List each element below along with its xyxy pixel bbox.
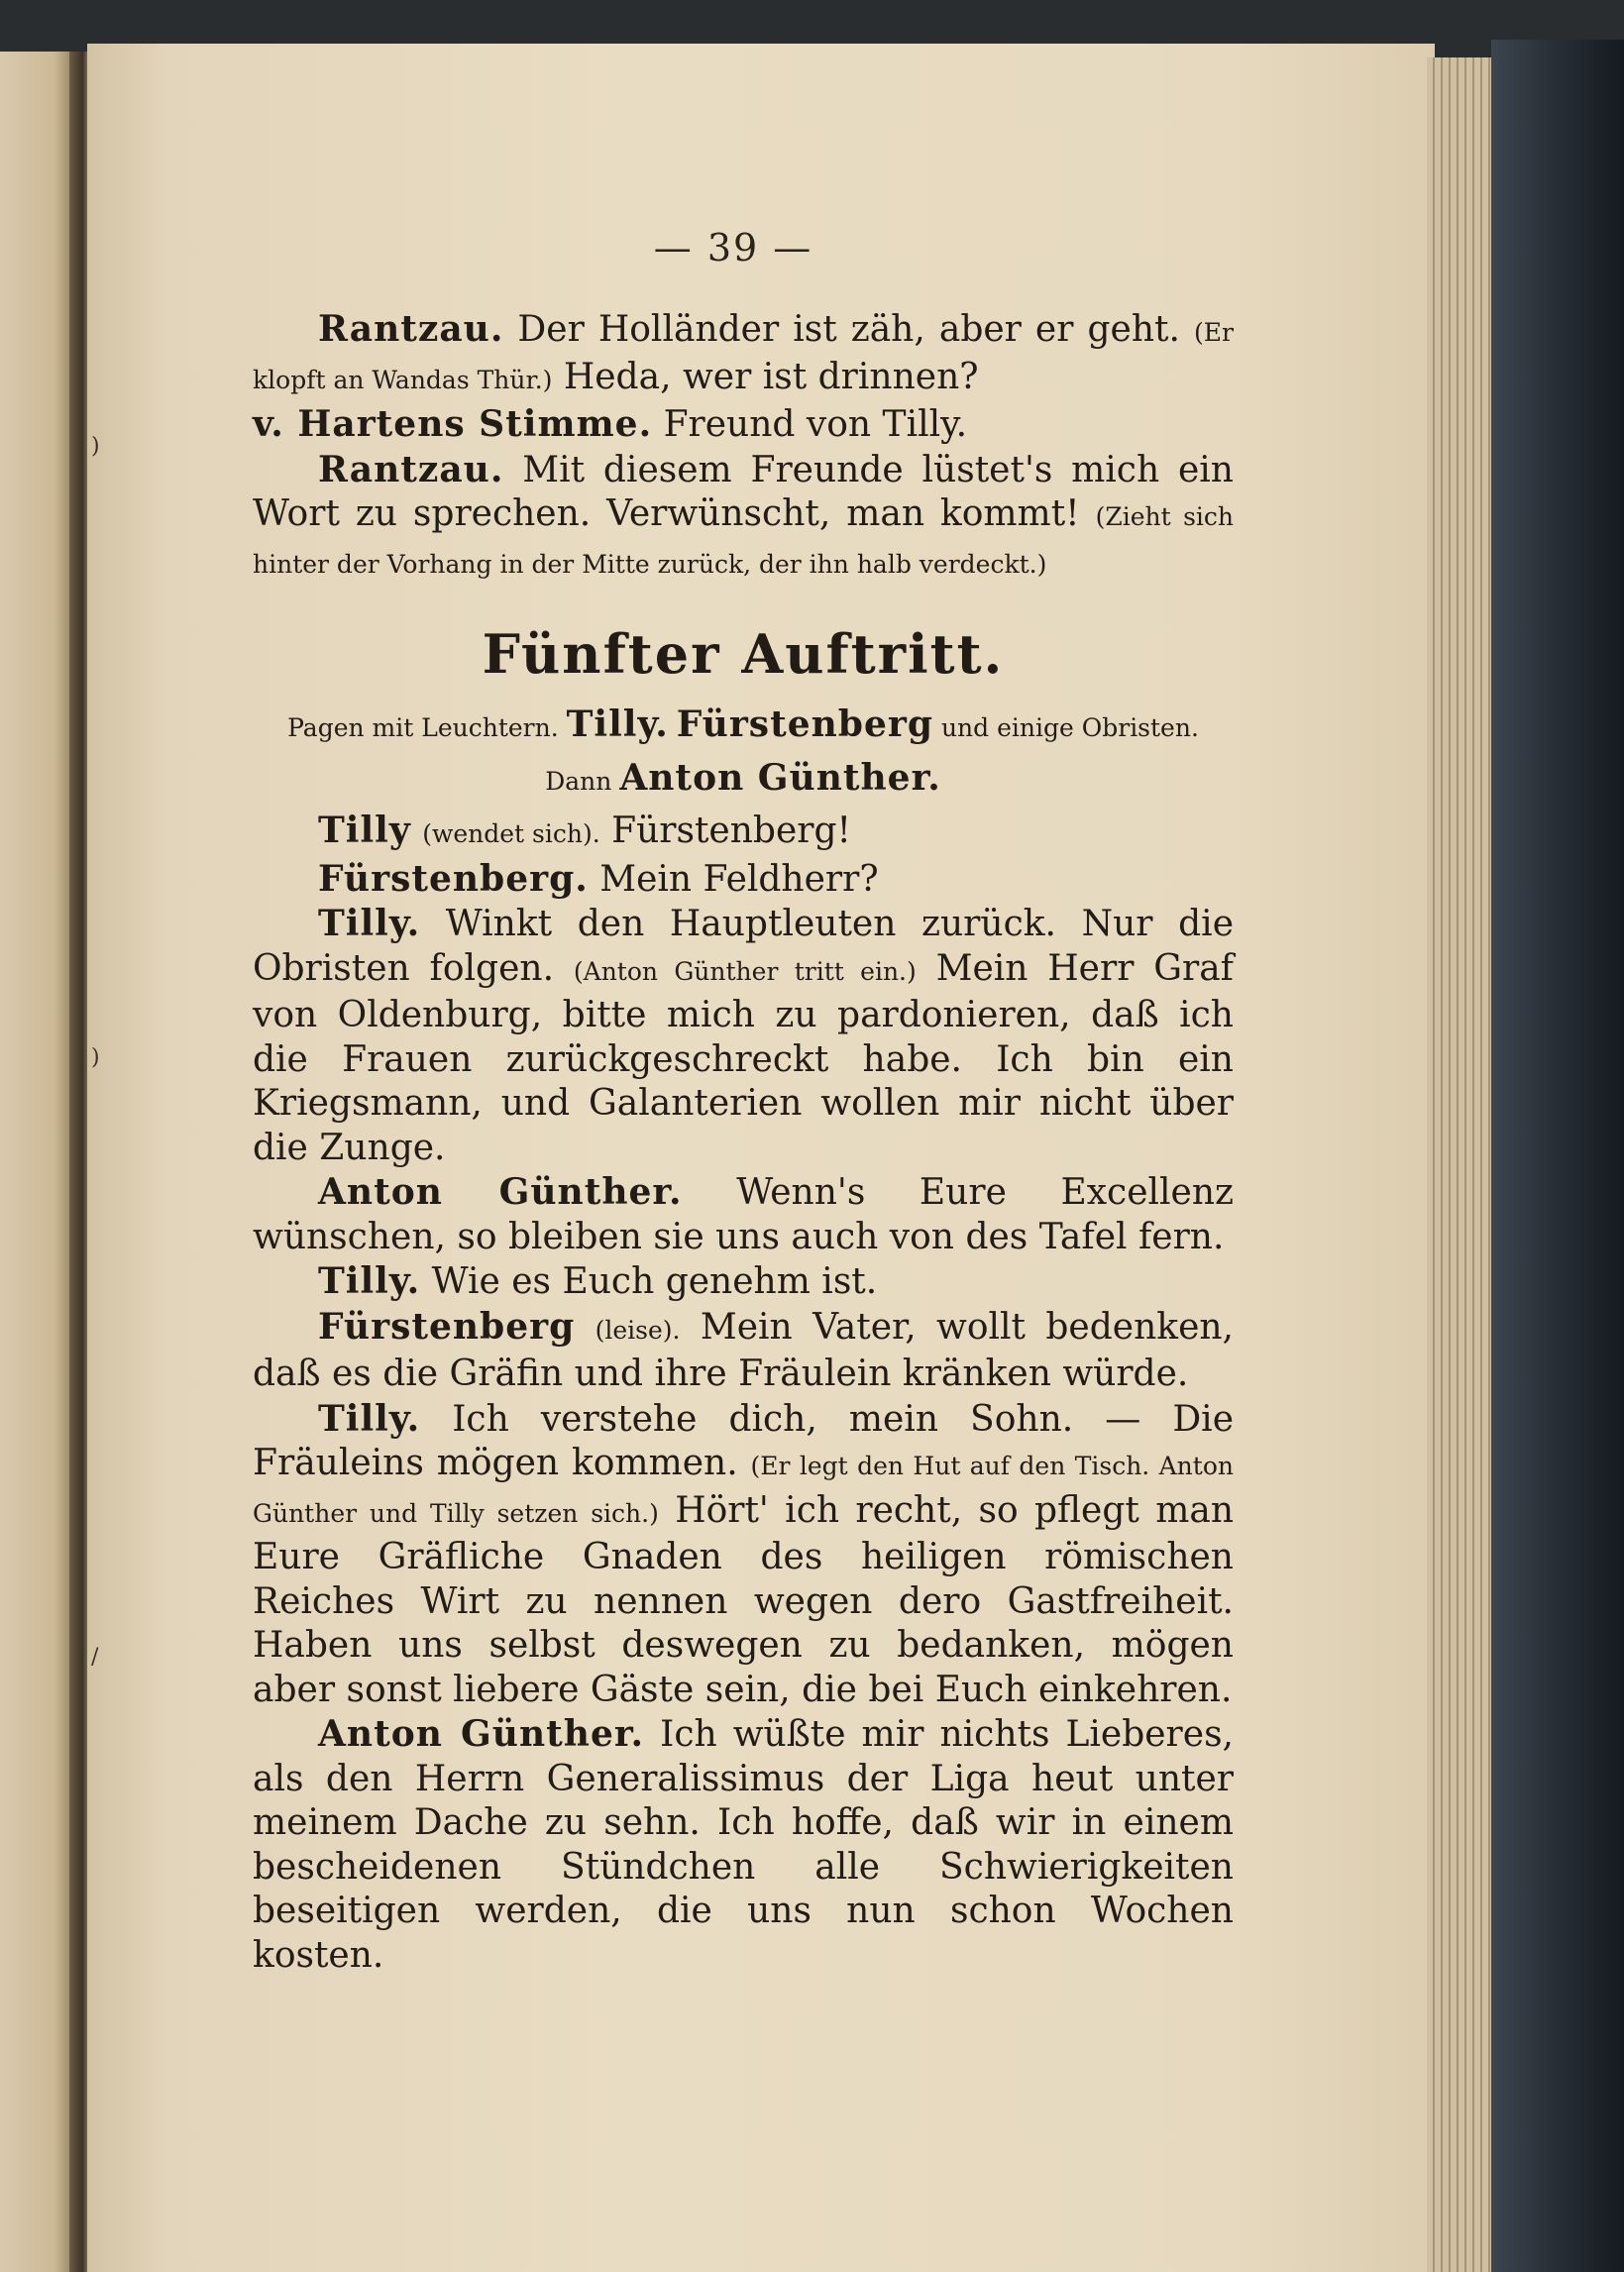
dialogue-text: Hört' ich recht, so pflegt man Eure Gräfliche Gnaden des heiligen römischen Reiches Wirt zu nennen wegen dero Gastfreiheit. Haben uns selbst deswegen zu bedanken, mögen aber sonst liebere Gäste sein, die bei Euch einkehren. [253, 1489, 1234, 1710]
speaker-name: Rantzau. [318, 308, 504, 350]
dialogue-text: Freund von Tilly. [663, 404, 968, 445]
book-cover-edge [1491, 40, 1624, 2272]
paragraph [253, 307, 1234, 402]
dialogue-text: Ich verstehe dich, mein Sohn. — Die Fräuleins mögen kommen. [253, 1398, 1234, 1483]
stage-direction: (Zieht sich hinter der Vorhang in der Mitte zurück, der ihn halb verdeckt.) [253, 502, 1235, 579]
paragraph [253, 902, 1234, 1170]
dialogue-text: Der Holländer ist zäh, aber er geht. [517, 309, 1180, 350]
paragraph [253, 448, 1234, 588]
cast-name: Fürstenberg [676, 703, 933, 745]
cast-list-line [253, 702, 1234, 751]
speaker-name: Tilly [318, 810, 411, 851]
stage-direction: (Er klopft an Wandas Thür.) [253, 318, 1234, 394]
dialogue-text: Mit diesem Freunde lüstet's mich ein Wort zu sprechen. Verwünscht, man kommt! [253, 449, 1234, 534]
speaker-name: Fürstenberg. [318, 857, 589, 900]
stage-direction: (Anton Günther tritt ein.) [573, 956, 917, 986]
cast-text: Dann [545, 767, 612, 796]
margin-mark: ) [91, 434, 100, 459]
dialogue-text: Mein Vater, wollt bedenken, daß es die Gräfin und ihre Fräulein kränken würde. [253, 1306, 1235, 1394]
paragraph [253, 1305, 1234, 1397]
speaker-name: v. Hartens Stimme. [253, 403, 653, 445]
margin-mark: / [91, 1645, 99, 1670]
speaker-name: Tilly. [318, 1260, 421, 1302]
dialogue-text: Ich wüßte mir nichts Lieberes, als den Herrn Generalissimus der Liga heut unter meinem Dache zu sehn. Ich hoffe, daß wir in einem bescheidenen Stündchen alle Schwierigkeiten beseitigen werden, die uns nun schon Wochen kosten. [253, 1714, 1234, 1976]
dialogue-text: Wie es Euch genehm ist. [431, 1261, 878, 1302]
speaker-name: Rantzau. [318, 448, 504, 490]
stage-direction: (Er legt den Hut auf den Tisch. Anton Günther und Tilly setzen sich.) [253, 1452, 1234, 1528]
dialogue-text: Fürstenberg! [611, 811, 851, 851]
cast-text: Pagen mit Leuchtern. [287, 713, 559, 742]
stage-direction: (leise). [595, 1315, 681, 1345]
cast-name: Anton Günther. [619, 757, 941, 799]
cast-list-line [253, 755, 1234, 805]
paragraph [253, 1259, 1234, 1305]
text-block [253, 307, 1234, 1978]
dialogue-text: Heda, wer ist drinnen? [563, 356, 979, 397]
dialogue-text: Winkt den Hauptleuten zurück. Nur die Obristen folgen. [253, 904, 1234, 989]
dialogue-text: Wenn's Eure Excellenz wünschen, so bleiben sie uns auch von des Tafel fern. [253, 1172, 1234, 1257]
cast-text: und einige Obristen. [940, 713, 1199, 742]
stage-direction: (wendet sich). [422, 819, 600, 848]
speaker-name: Anton Günther. [318, 1171, 683, 1213]
paragraph [253, 1712, 1234, 1978]
speaker-name: Fürstenberg [318, 1305, 576, 1348]
page-number: — 39 — [653, 226, 813, 270]
speaker-name: Tilly. [318, 903, 421, 944]
scene-heading: Fünfter Auftritt. [482, 622, 1005, 686]
page-stack-edges [1427, 57, 1496, 2272]
paragraph [253, 809, 1234, 857]
paragraph [253, 402, 1234, 448]
dialogue-text: Mein Herr Graf von Oldenburg, bitte mich zu pardonieren, daß ich die Frauen zurückgeschreckt habe. Ich bin ein Kriegsmann, und Galanterien wollen mir nicht über die Zunge. [253, 947, 1234, 1168]
dialogue-text: Mein Feldherr? [599, 858, 879, 900]
speaker-name: Tilly. [318, 1397, 421, 1440]
paragraph [253, 1170, 1234, 1259]
margin-mark: ) [91, 1045, 100, 1070]
cast-name: Tilly. [566, 703, 669, 745]
paragraph [253, 857, 1234, 903]
paragraph [253, 1397, 1234, 1713]
speaker-name: Anton Günther. [318, 1713, 645, 1755]
left-page-edge [0, 52, 77, 2272]
